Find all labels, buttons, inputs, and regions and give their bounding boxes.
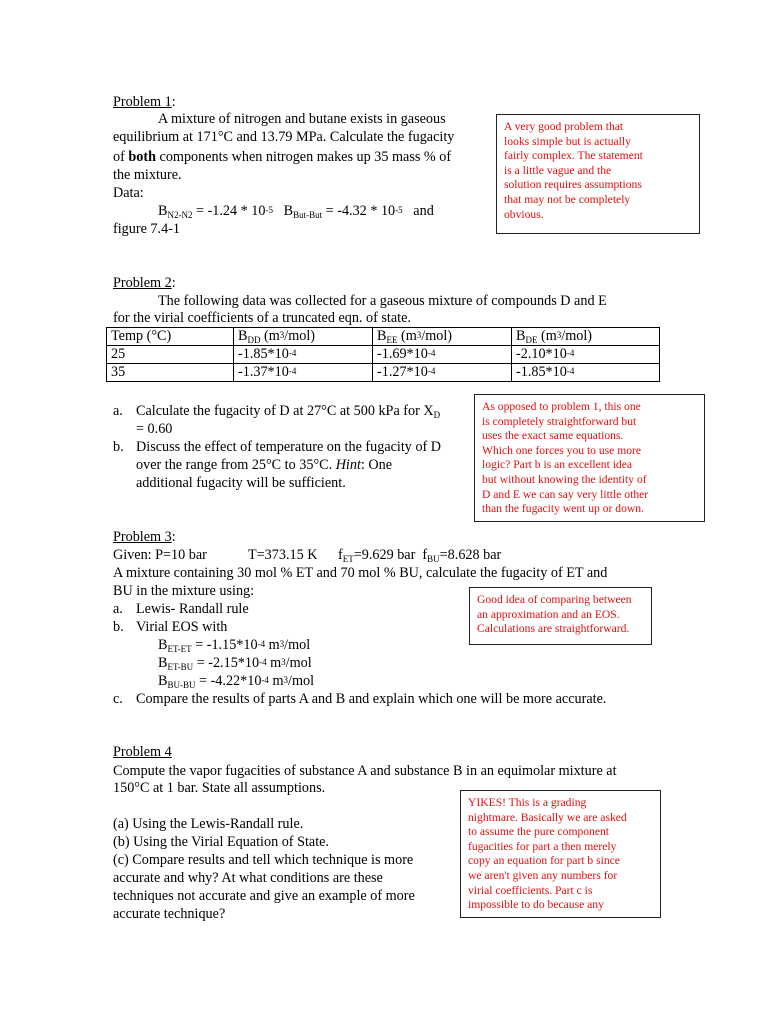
comment-line: is a little vague and the [504,163,612,177]
problem-3-line-2: BU in the mixture using: [113,583,255,599]
problem-1-data-label: Data: [113,185,144,201]
problem-1-coefficients: $B_{N2-N2} = -1.24 * 10^{-5}$ $B_{But-But} = -4.32 * 10^{-5}$ and [158,203,434,220]
problem-4-heading: Problem 4 [113,744,172,760]
cell-temp: 35 [107,364,234,382]
problem-3-fugacities: $f_{ET}=9.629$ bar $f_{BU}=8.628$ bar [338,547,502,564]
comment-line: Which one forces you to use more [482,443,642,457]
problem-2-part-b-line-2: over the range from 25°C to 35°C. Hint: One [136,457,393,473]
problem-3-part-b-label: b. [113,619,124,635]
problem-3-comment-box [469,587,652,645]
table-row [107,346,660,364]
problem-3-coefficient: $B_{ET-ET} = -1.15*10^{-4}$ $m^3$/mol [158,637,311,654]
comment-line: an approximation and an EOS. [477,607,620,621]
problem-2-part-b-line-1: Discuss the effect of temperature on the fugacity of D [136,439,442,455]
comment-line: than the fugacity went up or down. [482,502,644,516]
problem-2-part-a-label: a. [113,403,123,419]
header-bde: $B_{DE}$ $(m^3/mol)$ [512,328,660,346]
problem-3-heading: Problem 3: [113,529,176,545]
comment-line: logic? Part b is an excellent idea [482,458,633,472]
problem-4-comment-box [460,790,661,918]
problem-2-line-2: for the virial coefficients of a truncated eqn. of state. [113,310,411,326]
comment-line: obvious. [504,207,544,221]
problem-2-line-1: The following data was collected for a gaseous mixture of compounds D and E [158,293,607,309]
problem-3-coefficient: $B_{BU-BU} = -4.22*10^{-4}$ $m^3$/mol [158,673,315,690]
problem-2-part-b-line-3: additional fugacity will be sufficient. [136,475,346,491]
problem-3-part-a: Lewis- Randall rule [136,601,249,617]
problem-1-comment-box [496,114,700,234]
comment-line: nightmare. Basically we are asked [468,810,627,824]
comment-line: Calculations are straightforward. [477,622,630,636]
comment-line: to assume the pure component [468,825,610,839]
problem-4-part-c-line-4: accurate technique? [113,906,226,922]
header-bee: $B_{EE}$ $(m^3/mol)$ [373,328,512,346]
problem-1-figure-ref: figure 7.4-1 [113,221,180,237]
header-temp: Temp (°C) [107,328,234,346]
comment-line: solution requires assumptions [504,178,642,192]
comment-line: is completely straightforward but [482,414,637,428]
header-bdd: $B_{DD}$ $(m^3/mol)$ [234,328,373,346]
virial-coefficient-table [106,327,660,382]
problem-2-part-a-line-1: Calculate the fugacity of D at 27°C at 500 kPa for $X_D$ [136,403,441,420]
comment-line: looks simple but is actually [504,134,631,148]
problem-2-heading: Problem 2: [113,275,176,291]
problem-4-part-b: (b) Using the Virial Equation of State. [113,834,329,850]
comment-line: uses the exact same equations. [482,429,624,443]
problem-1-line-3: of both components when nitrogen makes up 35 mass % of [113,149,452,165]
problem-1-line-1: A mixture of nitrogen and butane exists in gaseous [158,111,446,127]
table-header-row [107,328,660,346]
cell-bdd: $-1.37*10^{-4}$ [234,364,373,382]
problem-4-line-2: 150°C at 1 bar. State all assumptions. [113,780,326,796]
comment-line: we aren't given any numbers for [468,868,618,882]
problem-1-line-4: the mixture. [113,167,182,183]
comment-line: copy an equation for part b since [468,854,620,868]
cell-bde: $-1.85*10^{-4}$ [512,364,660,382]
problem-4-part-c-line-1: (c) Compare results and tell which technique is more [113,852,414,868]
problem-4-part-a: (a) Using the Lewis-Randall rule. [113,816,304,832]
problem-3-part-c: Compare the results of parts A and B and explain which one will be more accurate. [136,691,607,707]
comment-line: that may not be completely [504,192,631,206]
problem-3-part-c-label: c. [113,691,123,707]
problem-3-part-b: Virial EOS with [136,619,228,635]
comment-line: D and E we can say very little other [482,487,649,501]
problem-3-line-1: A mixture containing 30 mol % ET and 70 mol % BU, calculate the fugacity of ET and [113,565,608,581]
problem-4-part-c-line-2: accurate and why? At what conditions are these [113,870,383,886]
comment-line: A very good problem that [504,120,624,133]
comment-line: As opposed to problem 1, this one [482,400,641,413]
problem-1-line-2: equilibrium at 171°C and 13.79 MPa. Calculate the fugacity [113,129,455,145]
comment-line: fairly complex. The statement [504,149,643,163]
problem-3-temperature: T=373.15 K [248,547,318,563]
problem-2-part-b-label: b. [113,439,124,455]
problem-4-line-1: Compute the vapor fugacities of substance A and substance B in an equimolar mixture at [113,763,617,779]
comment-line: virial coefficients. Part c is [468,883,593,897]
table-row [107,364,660,382]
problem-2-comment-box [474,394,705,522]
problem-2-part-a-line-2: = 0.60 [136,421,173,437]
comment-line: Good idea of comparing between [477,593,632,606]
comment-line: YIKES! This is a grading [468,796,587,809]
cell-bee: $-1.69*10^{-4}$ [373,346,512,364]
problem-3-given: Given: P=10 bar [113,547,207,563]
problem-4-part-c-line-3: techniques not accurate and give an example of more [113,888,415,904]
comment-line: impossible to do because any [468,898,604,912]
cell-bee: $-1.27*10^{-4}$ [373,364,512,382]
problem-3-coefficient: $B_{ET-BU} = -2.15*10^{-4}$ $m^3$/mol [158,655,312,672]
cell-temp: 25 [107,346,234,364]
problem-1-heading: Problem 1: [113,94,176,110]
cell-bde: $-2.10*10^{-4}$ [512,346,660,364]
comment-line: fugacities for part a then merely [468,839,617,853]
problem-3-part-a-label: a. [113,601,123,617]
cell-bdd: $-1.85*10^{-4}$ [234,346,373,364]
comment-line: but without knowing the identity of [482,472,647,486]
